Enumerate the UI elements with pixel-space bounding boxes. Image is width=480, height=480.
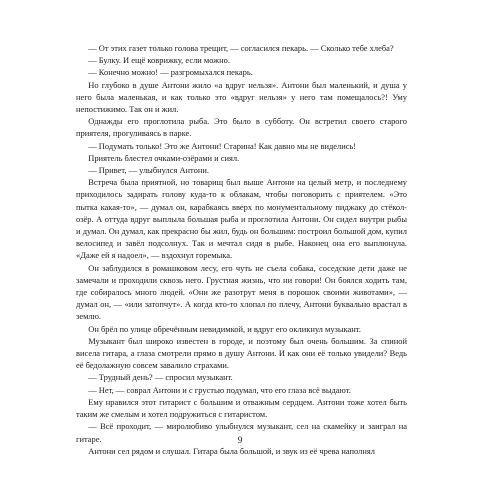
paragraph-16: — Всё проходит, — миролюбиво улыбнулся музыкант, сел на скамейку и заиграл на гитаре. (76, 421, 407, 444)
paragraph-15: Ему нравился этот гитарист с большим и отважным сердцем. Антони тоже хотел быть таким же смелым и хотел подружиться с гитаристом. (76, 396, 407, 420)
paragraph-4: Но глубоко в душе Антони жило «а вдруг нельзя». Антони был маленький, и душа у него была маленькая, и как только это «вдруг нельзя» у него там помещалось?! Уму непостижимо. Так он и жил. (76, 79, 407, 115)
paragraph-14: — Нет, — соврал Антони и с грустью подумал, что его глаза всё выдают. (88, 384, 351, 395)
paragraph-2: — Булку. И ещё коврижку, если можно. (88, 55, 230, 66)
paragraph-12: Музыкант был широко известен в городе, и поэтому был очень большим. За спиной висела гитара, а глаза смотрели прямо в душу Антони. И как они её только увидели? Ведь её бедолажную совсем завалило страхами. (76, 335, 407, 371)
paragraph-11: Он брёл по улице обречённым невидимкой, и вдруг его окликнул музыкант. (88, 323, 361, 334)
paragraph-3: — Конечно можно! — разгромыхался пекарь. (88, 67, 253, 78)
paragraph-9: Встреча была приятной, но товарищ был выше Антони на целый метр, и последнему приходилось задирать голову куда-то к облакам, чтобы поговорить с приятелем. «Это пытка какая-то», — думал он, карабкаясь вверх по монументальному пиджаку до стёкол-озёр. А оттуда вдруг выплыла большая рыба и проглотила Антони. Он сидел внутри рыбы и думал. Он думал, как прекрасно бы жил, будь он большим: построил большой дом, купил велосипед и завёл подсолнух. Так и мечтал сидя в рыбе. Наконец она его выплюнула. «Даже ей я надоел», — вздохнул горемыка. (76, 177, 407, 261)
paragraph-17: Антони сел рядом и слушал. Гитара была большой, и звук из её чрева наполнял (88, 445, 375, 456)
paragraph-1: — От этих газет только голова трещит, — согласился пекарь. — Сколько тебе хлеба? (88, 43, 394, 53)
paragraph-8: — Привет, — улыбнулся Антони. (88, 165, 209, 176)
paragraph-7: Приятель блестел очками-озёрами и сиял. (88, 152, 240, 163)
page-number: 9 (237, 436, 243, 446)
paragraph-13: — Трудный день? — спросил музыкант. (88, 372, 233, 383)
paragraph-6: — Подумать только! Это же Антони! Старина! Как давно мы не виделись! (88, 140, 357, 151)
body-text (76, 42, 407, 457)
paragraph-10: Он заблудился в ромашковом лесу, его чуть не съела собака, соседские дети даже не замечали и проходили сквозь него. Грустная жизнь, что ни говори! Он боялся ходить там, где собиралось много людей. «Они же разотрут меня в порошок своими животами», — думал он, — «или затопчут». А когда кто-то хлопал по плечу, Антони буквально врастал в землю. (76, 262, 407, 322)
paragraph-5: Однажды его проглотила рыба. Это было в субботу. Он встретил своего старого приятеля, прогуливаясь в парке. (76, 116, 407, 139)
